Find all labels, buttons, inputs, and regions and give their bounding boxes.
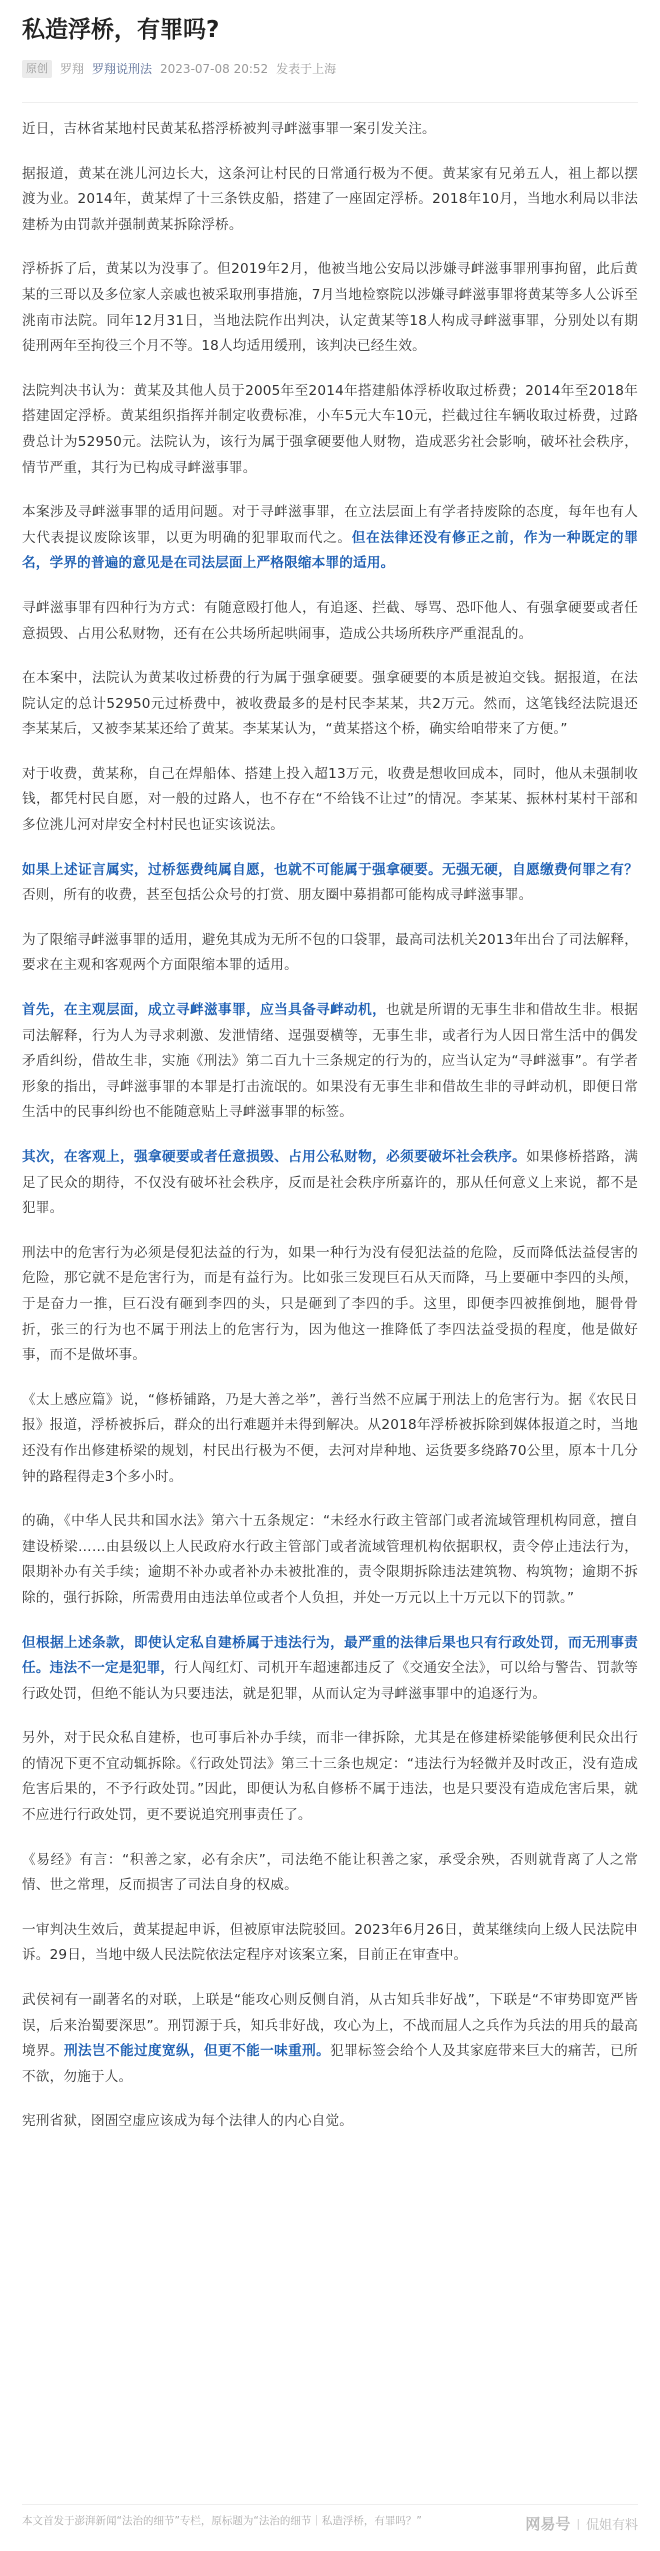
paragraph-text: 也就是所谓的无事生非和借故生非。根据司法解释，行为人为寻求刺激、发泄情绪、逞强耍横等，无事生非，或者行为人因日常生活中的偶发矛盾纠纷，借故生非，实施《刑法》第二百九十三条规定的行为的，应当认定为“寻衅滋事”。有学者形象的指出，寻衅滋事罪的本罪是打击流氓的。如果没有无事生非和借故生非的寻衅动机，即便日常生活中的民事纠纷也不能随意贴上寻衅滋事罪的标签。 — [22, 1002, 638, 1121]
article-paragraph — [22, 2109, 638, 2135]
paragraph-text: 寻衅滋事罪有四种行为方式：有随意殴打他人，有追逐、拦截、辱骂、恐吓他人、有强拿硬要或者任意损毁、占用公私财物，还有在公共场所起哄闹事，造成公共场所秩序严重混乱的。 — [22, 599, 638, 642]
paragraph-text: 武侯祠有一副著名的对联，上联是“能攻心则反侧自消，从古知兵非好战”，下联是“不审势即宽严皆误，后来治蜀要深思”。刑罚源于兵，知兵非好战，攻心为上，不战而屈人之兵作为兵法的用兵的最高境界。 — [22, 1992, 638, 2060]
article-paragraph — [22, 1388, 638, 1490]
article-meta — [22, 60, 638, 78]
paragraph-text: 犯罪标签会给个人及其家庭带来巨大的痛苦，已所不欲，勿施于人。 — [22, 2043, 638, 2085]
watermark-name: 侃姐有料 — [585, 2518, 638, 2533]
paragraph-text: 如果修桥搭路，满足了民众的期待，不仅没有破坏社会秩序，反而是社会秩序所嘉许的，那从任何意义上来说，都不是犯罪。 — [22, 1149, 638, 1217]
paragraph-text: 对于收费，黄某称，自己在焊船体、搭建上投入超13万元，收费是想收回成本，同时，他从未强制收钱，都凭村民自愿，对一般的过路人，也不存在“不给钱不让过”的情况。李某某、振林村某村干部和多位洮儿河对岸安全村村民也证实该说法。 — [22, 765, 638, 834]
article-paragraph — [22, 1848, 638, 1899]
paragraph-text: 在本案中，法院认为黄某收过桥费的行为属于强拿硬要。强拿硬要的本质是被迫交钱。据报道，在法院认定的总计52950元过桥费中，被收费最多的是村民李某某，共2万元。然而，这笔钱经法院退还李某某后，又被李某某还给了黄某。李某某认为，“黄某搭这个桥，确实给咱带来了方便。” — [22, 670, 638, 738]
article-paragraph — [22, 666, 638, 743]
highlighted-text: 首先，在主观层面，成立寻衅滋事罪，应当具备寻衅动机， — [22, 1002, 387, 1019]
article-paragraph — [22, 257, 638, 359]
paragraph-text: 否则，所有的收费，甚至包括公众号的打赏、朋友圈中募捐都可能构成寻衅滋事罪。 — [22, 887, 533, 904]
title-divider — [22, 102, 638, 103]
paragraph-text: 据报道，黄某在洮儿河边长大，这条河让村民的日常通行极为不便。黄某家有兄弟五人，祖上都以摆渡为业。2014年，黄某焊了十三条铁皮船，搭建了一座固定浮桥。2018年10月，当地水利局以非法建桥为由罚款并强制黄某拆除浮桥。 — [22, 165, 638, 233]
article-paragraph — [22, 1631, 638, 1708]
article-paragraph — [22, 500, 638, 577]
article-paragraph — [22, 1726, 638, 1828]
article-body — [22, 117, 638, 2135]
paragraph-text: 宪刑省狱，囹圄空虚应该成为每个法律人的内心自觉。 — [22, 2113, 354, 2130]
article-paragraph — [22, 117, 638, 143]
article-paragraph — [22, 596, 638, 647]
article-paragraph — [22, 162, 638, 239]
paragraph-text: 另外，对于民众私自建桥，也可事后补办手续，而非一律拆除，尤其是在修建桥梁能够便利民众出行的情况下更不宜动辄拆除。《行政处罚法》第三十三条也规定：“违法行为轻微并及时改正，没有造成危害后果的，不予行政处罚。”因此，即便认为私自修桥不属于违法，也是只要没有造成危害后果，就不应进行行政处罚，更不要说追究刑事责任了。 — [22, 1730, 638, 1824]
paragraph-text: 《太上感应篇》说，“修桥铺路，乃是大善之举”，善行当然不应属于刑法上的危害行为。据《农民日报》报道，浮桥被拆后，群众的出行难题并未得到解决。从2018年浮桥被拆除到媒体报道之时，当地还没有作出修建桥梁的规划，村民出行极为不便，去河对岸种地、运货要多绕路70公里，原本十几分钟的路程得走3个多小时。 — [22, 1391, 638, 1485]
paragraph-text: 本案涉及寻衅滋事罪的适用问题。对于寻衅滋事罪，在立法层面上有学者持废除的态度，每年也有人大代表提议废除该罪，以更为明确的犯罪取而代之。 — [22, 504, 638, 546]
author-name[interactable]: 罗翔 — [60, 62, 85, 76]
publish-location: 发表于上海 — [276, 62, 337, 76]
paragraph-text: 为了限缩寻衅滋事罪的适用，避免其成为无所不包的口袋罪，最高司法机关2013年出台了司法解释，要求在主观和客观两个方面限缩本罪的适用。 — [22, 931, 638, 974]
paragraph-text: 近日，吉林省某地村民黄某私搭浮桥被判寻衅滋事罪一案引发关注。 — [22, 121, 436, 137]
watermark — [525, 2513, 638, 2534]
highlighted-text: 但根据上述条款，即使认定私自建桥属于违法行为，最严重的法律后果也只有行政处罚，而无刑事责任。违法不一定是犯罪， — [22, 1634, 638, 1677]
footer-note: 本文首发于澎湃新闻“法治的细节”专栏，原标题为“法治的细节｜私造浮桥，有罪吗？” — [22, 2515, 422, 2527]
paragraph-text: 刑法中的危害行为必须是侵犯法益的行为，如果一种行为没有侵犯法益的危险，反而降低法益侵害的危险，那它就不是危害行为，而是有益行为。比如张三发现巨石从天而降，马上要砸中李四的头颅，于是奋力一推，巨石没有砸到李四的头，只是砸到了李四的手。这里，即便李四被推倒地，腿骨骨折，张三的行为也不属于刑法上的危害行为，因为他这一推降低了李四法益受损的程度，他是做好事，而不是做坏事。 — [22, 1244, 638, 1364]
paragraph-text: 《易经》有言：“积善之家，必有余庆”，司法绝不能让积善之家，承受余殃，否则就背离了人之常情、世之常理，反而损害了司法自身的权威。 — [22, 1851, 638, 1894]
watermark-separator: | — [576, 2517, 580, 2530]
article-paragraph — [22, 1241, 638, 1369]
highlighted-text: 但在法律还没有修正之前，作为一种既定的罪名，学界的普遍的意见是在司法层面上严格限缩本罪的适用。 — [22, 529, 638, 572]
article-paragraph — [22, 998, 638, 1126]
account-link[interactable]: 罗翔说刑法 — [92, 62, 153, 76]
paragraph-text: 行人闯红灯、司机开车超速都违反了《交通安全法》，可以给与警告、罚款等行政处罚，但绝不能认为只要违法，就是犯罪，从而认定为寻衅滋事罪中的追逐行为。 — [22, 1660, 638, 1702]
highlighted-text: 如果上述证言属实，过桥惩费纯属自愿，也就不可能属于强拿硬要。无强无硬，自愿缴费何罪之有？ — [22, 861, 638, 878]
article-title: 私造浮桥，有罪吗? — [22, 17, 220, 43]
article-paragraph — [22, 928, 638, 979]
article-paragraph — [22, 1509, 638, 1611]
paragraph-text: 的确，《中华人民共和国水法》第六十五条规定：“未经水行政主管部门或者流域管理机构同意，擅自建设桥梁……由县级以上人民政府水行政主管部门或者流域管理机构依据职权，责令停止违法行为，限期补办有关手续；逾期不补办或者补办未被批准的，责令限期拆除违法建筑物、构筑物；逾期不拆除的，强行拆除，所需费用由违法单位或者个人负担，并处一万元以上十万元以下的罚款。” — [22, 1513, 638, 1606]
paragraph-text: 浮桥拆了后，黄某以为没事了。但2019年2月，他被当地公安局以涉嫌寻衅滋事罪刑事拘留，此后黄某的三哥以及多位家人亲戚也被采取刑事措施，7月当地检察院以涉嫌寻衅滋事罪将黄某等多人公诉至洮南市法院。同年12月31日，当地法院作出判决，认定黄某等18人构成寻衅滋事罪，分别处以有期徒刑两年至拘役三个月不等。18人均适用缓刑，该判决已经生效。 — [22, 261, 638, 355]
article-paragraph — [22, 379, 638, 481]
original-tag: 原创 — [22, 60, 52, 78]
highlighted-text: 刑法岂不能过度宽纵，但更不能一味重刑。 — [64, 2043, 331, 2060]
article-paragraph — [22, 1145, 638, 1222]
article-footer — [22, 2504, 638, 2534]
publish-datetime: 2023-07-08 20:52 — [160, 62, 269, 76]
article-paragraph — [22, 858, 638, 909]
article-paragraph — [22, 1988, 638, 2090]
paragraph-text: 一审判决生效后，黄某提起申诉，但被原审法院驳回。2023年6月26日，黄某继续向上级人民法院申诉。29日，当地中级人民法院依法定程序对该案立案，目前正在审查中。 — [22, 1921, 638, 1964]
article-paragraph — [22, 762, 638, 839]
article-paragraph — [22, 1918, 638, 1969]
watermark-brand: 网易号 — [525, 2515, 571, 2533]
highlighted-text: 其次，在客观上，强拿硬要或者任意损毁、占用公私财物，必须要破坏社会秩序。 — [22, 1149, 527, 1165]
paragraph-text: 法院判决书认为：黄某及其他人员于2005年至2014年搭建船体浮桥收取过桥费；2014年至2018年搭建固定浮桥。黄某组织指挥并制定收费标准，小车5元大车10元，拦截过往车辆收取过桥费，过路费总计为52950元。法院认为，该行为属于强拿硬要他人财物，造成恶劣社会影响，破坏社会秩序，情节严重，其行为已构成寻衅滋事罪。 — [22, 382, 638, 476]
